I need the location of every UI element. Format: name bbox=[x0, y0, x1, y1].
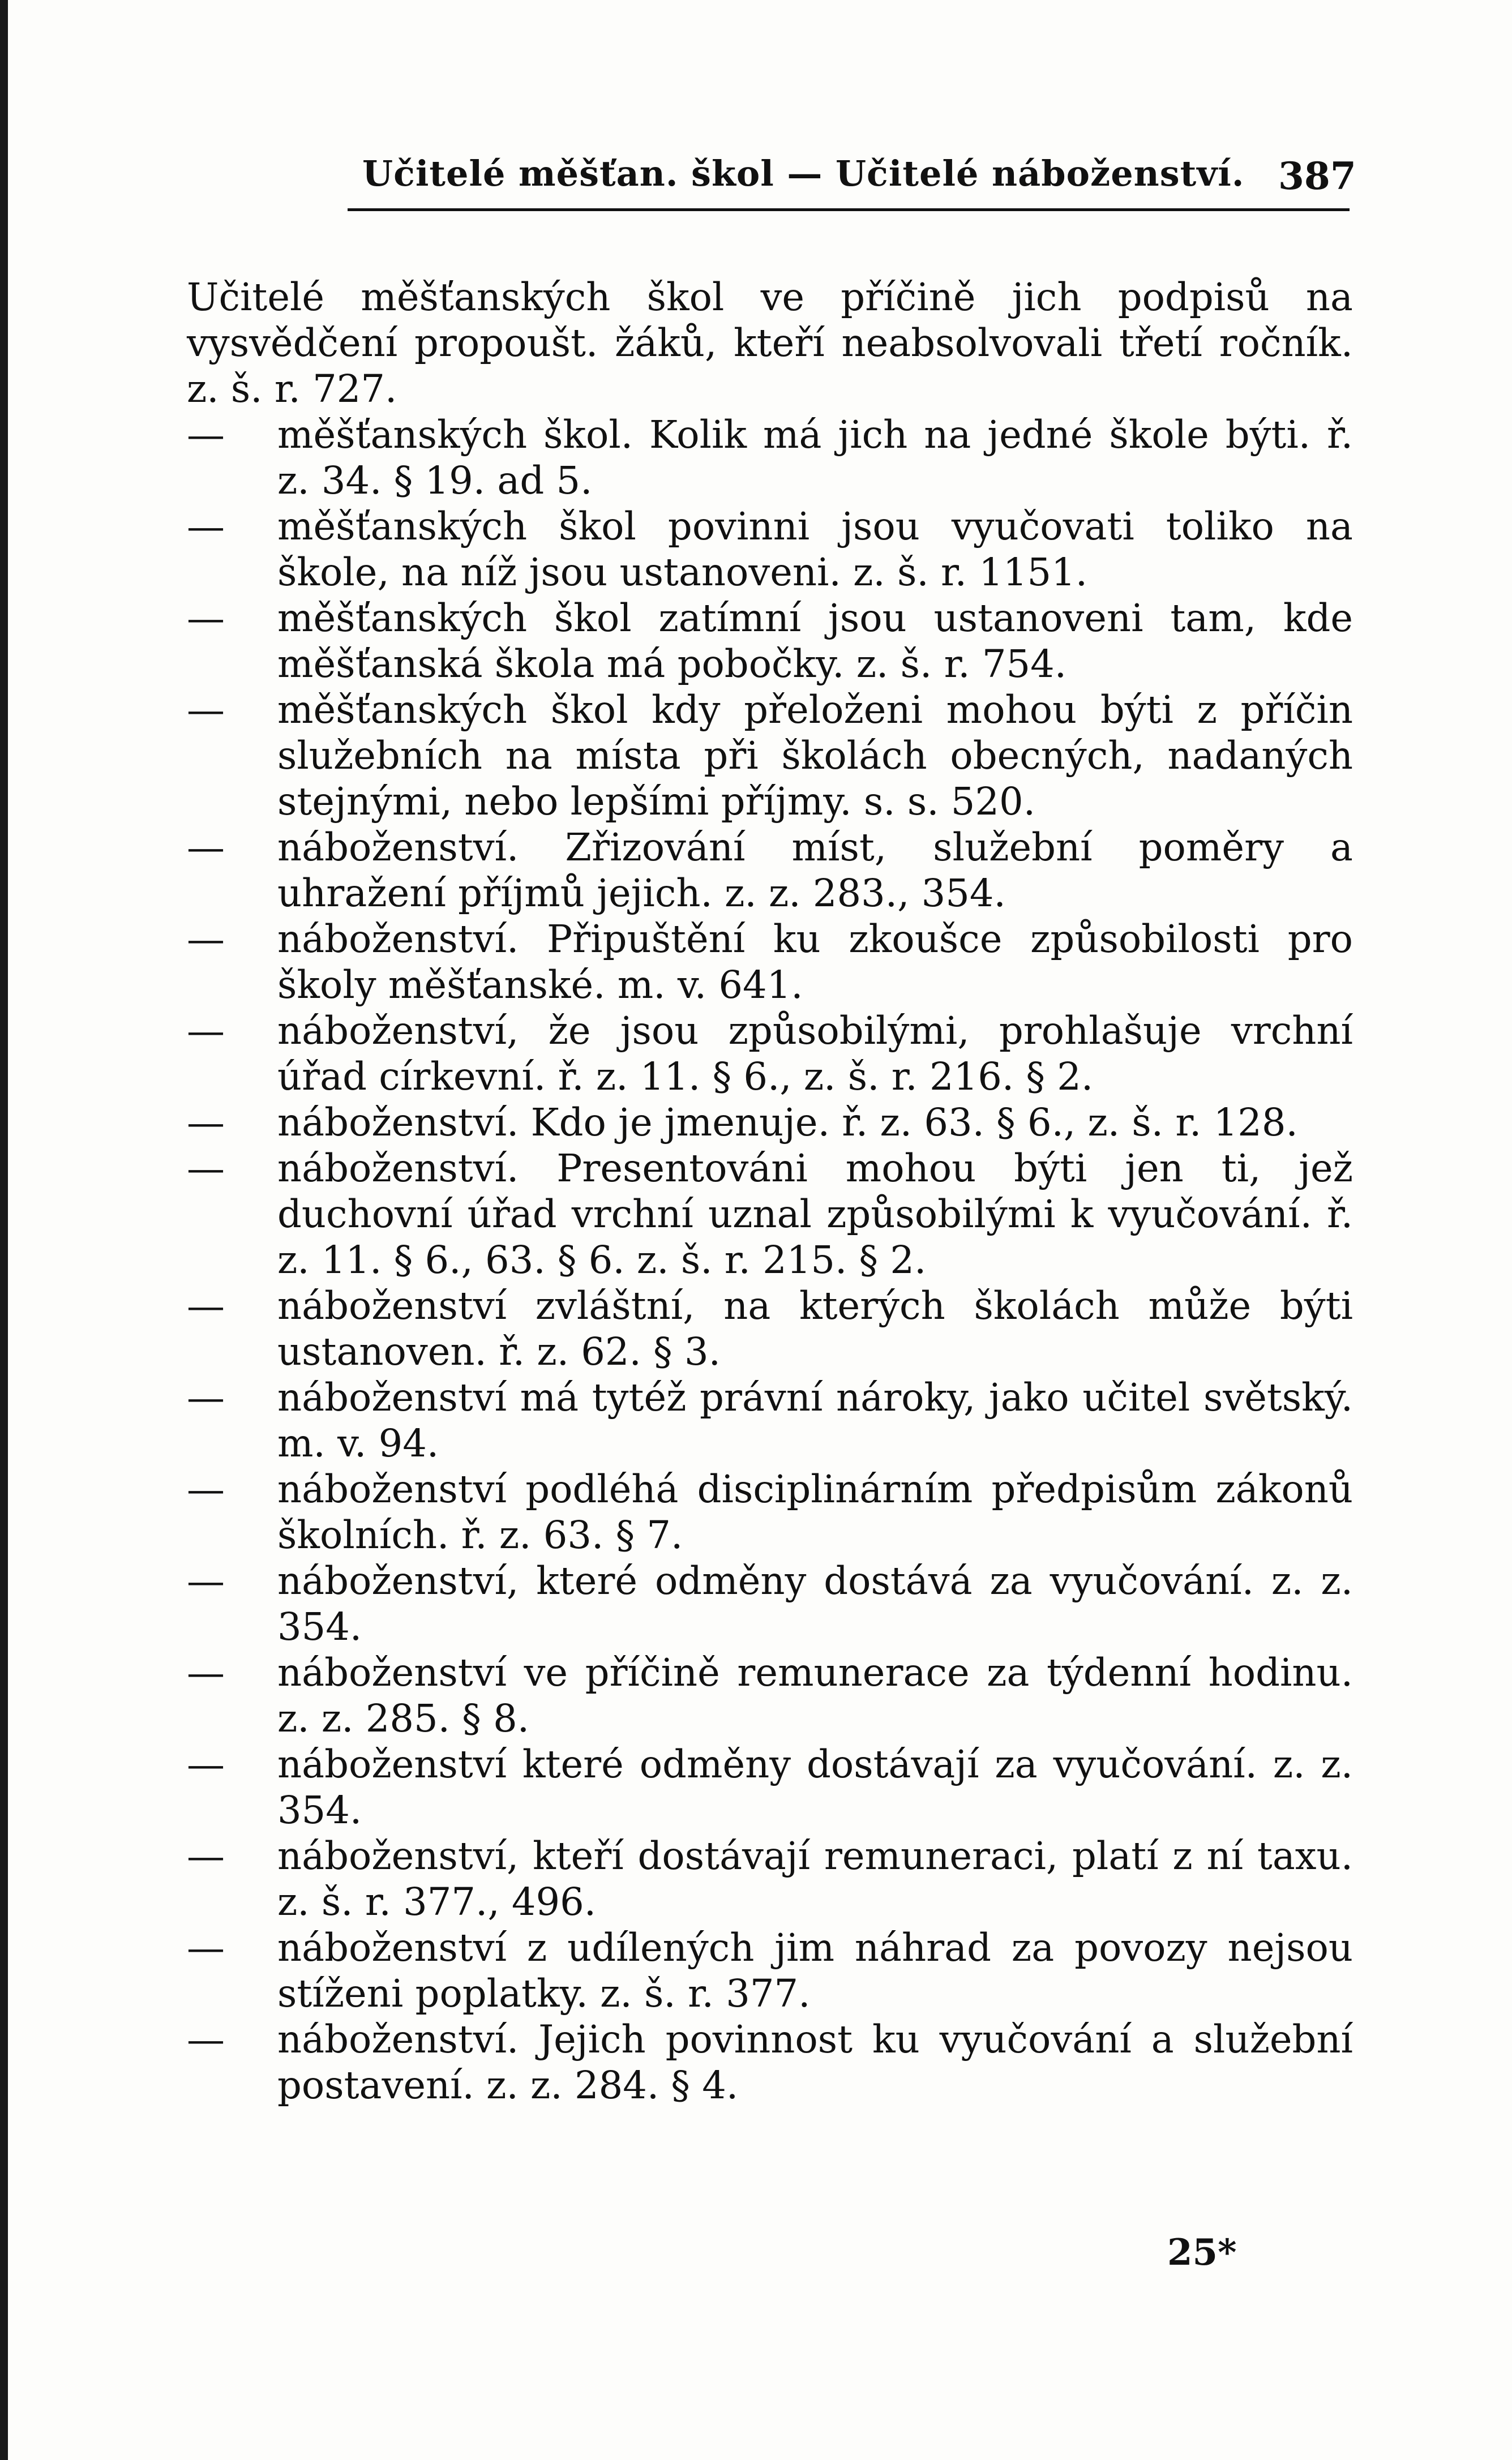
entry-text: náboženství z udílených jim náhrad za povozy nejsou stíženi poplatky. z. š. r. 377. bbox=[277, 1926, 1353, 2016]
page-edge-shadow bbox=[0, 0, 8, 2460]
page-header bbox=[0, 142, 1512, 209]
entry-text: náboženství které odměny dostávají za vyučování. z. z. 354. bbox=[277, 1742, 1353, 1832]
entry-text: náboženství podléhá disciplinárním předpisům zákonů školních. ř. z. 63. § 7. bbox=[277, 1467, 1353, 1557]
entry-text: náboženství. Kdo je jmenuje. ř. z. 63. § 6., z. š. r. 128. bbox=[277, 1100, 1298, 1145]
index-entry bbox=[187, 1925, 1353, 2017]
entry-dash: — bbox=[187, 688, 225, 732]
entry-text: měšťanských škol kdy přeloženi mohou býti z příčin služebních na místa při školách obecných, nadaných stejnými, nebo lepšími příjmy. s. s. 520. bbox=[277, 688, 1353, 824]
index-entry bbox=[187, 1100, 1353, 1146]
index-entry bbox=[187, 1650, 1353, 1742]
entry-dash: — bbox=[187, 917, 225, 961]
entry-dash: — bbox=[187, 825, 225, 869]
entry-text: měšťanských škol povinni jsou vyučovati toliko na škole, na níž jsou ustanoveni. z. š. r. 1151. bbox=[277, 504, 1353, 594]
entry-text: náboženství zvláštní, na kterých školách může býti ustanoven. ř. z. 62. § 3. bbox=[277, 1284, 1353, 1374]
index-entry bbox=[187, 825, 1353, 916]
entry-text: náboženství. Zřizování míst, služební poměry a uhražení příjmů jejich. z. z. 283., 354. bbox=[277, 825, 1353, 915]
entry-dash: — bbox=[187, 1926, 225, 1970]
entry-dash: — bbox=[187, 1375, 225, 1420]
running-head: Učitelé měšťan. škol — Učitelé náboženství. bbox=[362, 153, 1245, 194]
entry-text: náboženství, které odměny dostává za vyučování. z. z. 354. bbox=[277, 1559, 1353, 1649]
entry-text: měšťanských škol. Kolik má jich na jedné škole býti. ř. z. 34. § 19. ad 5. bbox=[277, 413, 1353, 503]
entry-text: náboženství má tytéž právní nároky, jako učitel světský. m. v. 94. bbox=[277, 1375, 1353, 1465]
entry-dash: — bbox=[187, 1651, 225, 1695]
entry-dash: — bbox=[187, 1284, 225, 1328]
index-entry bbox=[187, 504, 1353, 595]
entry-text: Učitelé měšťanských škol ve příčině jich podpisů na vysvědčení propoušt. žáků, kteří neabsolvovali třetí ročník. z. š. r. 727. bbox=[187, 275, 1353, 411]
entry-dash: — bbox=[187, 413, 225, 457]
entry-dash: — bbox=[187, 1146, 225, 1190]
index-entry bbox=[187, 1467, 1353, 1558]
index-entry bbox=[187, 275, 1353, 412]
index-entry bbox=[187, 1375, 1353, 1467]
index-entry bbox=[187, 2017, 1353, 2108]
entry-dash: — bbox=[187, 1559, 225, 1603]
entry-dash: — bbox=[187, 1742, 225, 1786]
entry-text: náboženství, že jsou způsobilými, prohlašuje vrchní úřad církevní. ř. z. 11. § 6., z. š. r. 216. § 2. bbox=[277, 1009, 1353, 1099]
entry-text: náboženství, kteří dostávají remuneraci, platí z ní taxu. z. š. r. 377., 496. bbox=[277, 1834, 1353, 1924]
index-entry bbox=[187, 1833, 1353, 1925]
entry-text: náboženství. Presentováni mohou býti jen ti, jež duchovní úřad vrchní uznal způsobilými k vyučování. ř. z. 11. § 6., 63. § 6. z. š. r. 215. § 2. bbox=[277, 1146, 1353, 1282]
page-number: 387 bbox=[1278, 154, 1356, 198]
entry-dash: — bbox=[187, 1100, 225, 1145]
signature-mark: 25* bbox=[1167, 2231, 1237, 2274]
header-rule bbox=[348, 208, 1350, 211]
entry-text: náboženství. Jejich povinnost ku vyučování a služební postavení. z. z. 284. § 4. bbox=[277, 2017, 1353, 2107]
index-entry bbox=[187, 1283, 1353, 1375]
entry-dash: — bbox=[187, 1009, 225, 1053]
entry-dash: — bbox=[187, 596, 225, 640]
index-entry bbox=[187, 916, 1353, 1008]
index-entry bbox=[187, 595, 1353, 687]
entry-dash: — bbox=[187, 504, 225, 548]
entry-text: náboženství. Připuštění ku zkoušce způsobilosti pro školy měšťanské. m. v. 641. bbox=[277, 917, 1353, 1007]
entry-dash: — bbox=[187, 1834, 225, 1878]
index-entries bbox=[187, 275, 1353, 2108]
index-entry bbox=[187, 1146, 1353, 1283]
entry-dash: — bbox=[187, 2017, 225, 2062]
index-entry bbox=[187, 1008, 1353, 1100]
entry-text: náboženství ve příčině remunerace za týdenní hodinu. z. z. 285. § 8. bbox=[277, 1651, 1353, 1741]
index-entry bbox=[187, 1742, 1353, 1833]
entry-dash: — bbox=[187, 1467, 225, 1511]
entry-text: měšťanských škol zatímní jsou ustanoveni tam, kde měšťanská škola má pobočky. z. š. r. 754. bbox=[277, 596, 1353, 686]
index-entry bbox=[187, 687, 1353, 825]
index-entry bbox=[187, 1558, 1353, 1650]
index-entry bbox=[187, 412, 1353, 504]
